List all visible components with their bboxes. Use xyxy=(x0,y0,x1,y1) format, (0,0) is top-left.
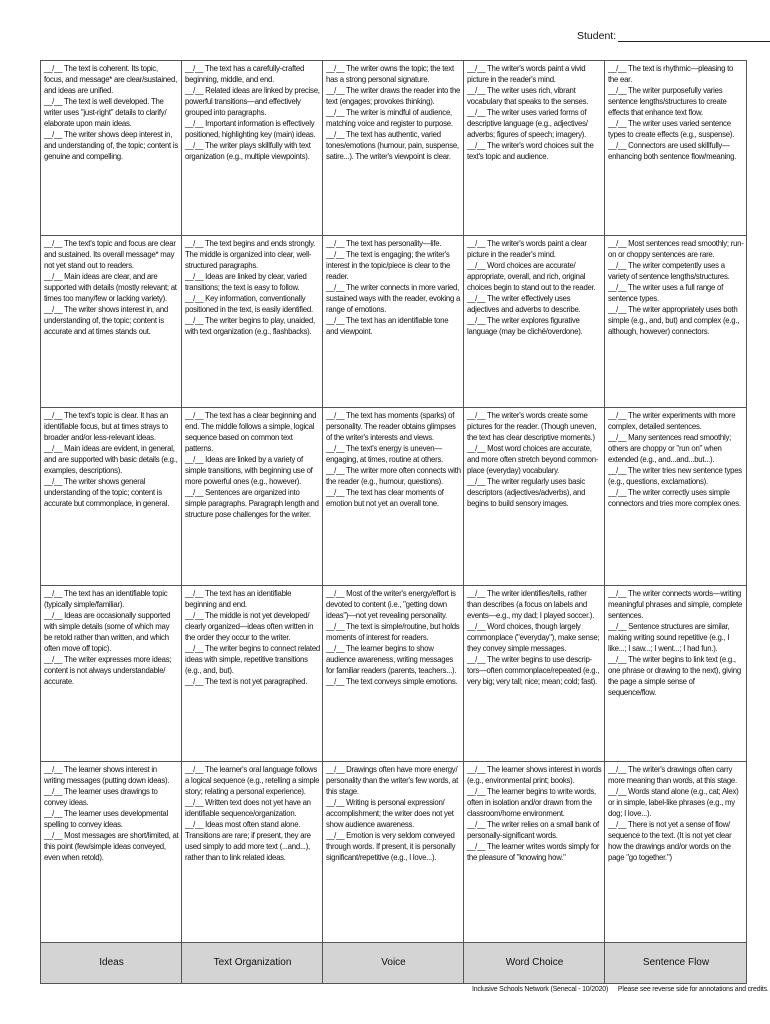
criterion-item: __/__ The writer purposefully varies sentence lengths/structures to create effects that enhance text flow. xyxy=(608,85,727,117)
rubric-level-row xyxy=(41,61,747,236)
criterion-item: __/__ Most sentences read smoothly; run-on or choppy sentences are rare. xyxy=(608,239,744,259)
criterion-item: __/__ The text conveys simple emotions. xyxy=(326,676,458,686)
footer-credit: Inclusive Schools Network (Senecal - 10/2020) xyxy=(472,986,609,993)
student-label: Student: xyxy=(577,30,617,42)
criterion-item: __/__ The writer expresses more ideas; content is not always understandable/ accurate. xyxy=(44,654,172,686)
criterion-item: __/__ The writer shows deep interest in, and understanding of, the topic; content is genuine and compelling. xyxy=(44,129,179,161)
rubric-cell-ideas xyxy=(41,586,182,762)
criterion-item: __/__ Drawings often have more energy/ personality than the writer's few words, at this stage. xyxy=(326,765,459,796)
criterion-item: __/__ The learner uses drawings to convey ideas. xyxy=(44,786,158,807)
criterion-item: __/__ The learner uses developmental spelling to convey ideas. xyxy=(44,808,168,829)
criterion-item: __/__ The writer uses varied forms of descriptive language (e.g., adjectives/ adverbs; figures of speech; imagery). xyxy=(467,107,588,139)
rubric-cell-ideas xyxy=(41,61,182,236)
criterion-item: __/__ The writer owns the topic; the text has a strong personal signature. xyxy=(326,64,454,84)
criterion-item: __/__ Ideas are linked by a variety of simple transitions, with beginning use of more powerful ones (e.g., however). xyxy=(185,454,313,486)
criterion-item: __/__ Key information, conventionally positioned in the text, is easily identified. xyxy=(185,293,313,314)
criterion-item: __/__ The writer's words create some pictures for the reader. (Though uneven, the text has clear descriptive moments.) xyxy=(467,411,597,442)
rubric-cell-ideas xyxy=(41,762,182,943)
criterion-item: __/__ The writer's drawings often carry more meaning than words, at this stage. xyxy=(608,765,737,785)
criterion-item: __/__ Ideas most often stand alone. Transitions are rare; if present, they are used simply to add more text (...and...), rather than to link related ideas. xyxy=(185,819,311,862)
rubric-cell-voice xyxy=(323,236,464,408)
criterion-item: __/__ Main ideas are clear, and are supported with details (mostly relevant; at times too many/few or lacking variety). xyxy=(44,271,177,303)
rubric-cell-word-choice xyxy=(464,408,605,586)
criterion-item: __/__ The writer correctly uses simple connectors and tries more complex ones. xyxy=(608,487,741,508)
rubric-level-row xyxy=(41,586,747,762)
criterion-item: __/__ The writer begins to link text (e.g., one phrase or drawing to the next), giving the page a simple sense of sequence/flow. xyxy=(608,654,741,697)
footer-note: Please see reverse side for annotations and credits. xyxy=(617,986,769,993)
criterion-item: __/__ Most messages are short/limited, at this point (few/simple ideas conveyed, even when retold). xyxy=(44,830,179,862)
criterion-item: __/__ Sentence structures are similar, making writing sound repetitive (e.g., I like...; I saw...; I went...; I had fun.). xyxy=(608,621,730,653)
criterion-item: __/__ The writer explores figurative language (may be cliché/overdone). xyxy=(467,315,583,336)
criterion-item: __/__ The writer's words paint a clear picture in the reader's mind. xyxy=(467,239,587,259)
criterion-item: __/__ The writer tries new sentence types (e.g., questions, exclamations). xyxy=(608,465,742,486)
rubric-cell-text-organization xyxy=(182,408,323,586)
criterion-item: __/__ Word choices are accurate/ appropriate, overall, and rich, original choices begin to stand out to the reader. xyxy=(467,260,596,292)
criterion-item: __/__ The writer plays skillfully with text organization (e.g., multiple viewpoints). xyxy=(185,140,311,161)
criterion-item: __/__ The writer begins to play, unaided, with text organization (e.g., flashbacks). xyxy=(185,315,315,336)
rubric-cell-sentence-flow xyxy=(605,762,747,943)
rubric-cell-word-choice xyxy=(464,236,605,408)
criterion-item: __/__ The writer's words paint a vivid picture in the reader's mind. xyxy=(467,64,586,84)
page-footer xyxy=(472,986,769,993)
rubric-cell-word-choice xyxy=(464,762,605,943)
writing-rubric-table xyxy=(40,60,747,984)
rubric-cell-text-organization xyxy=(182,586,323,762)
column-header-sentence-flow: Sentence Flow xyxy=(605,943,747,984)
criterion-item: __/__ The text's energy is uneven—engaging, at times, routine at others. xyxy=(326,443,444,464)
rubric-cell-word-choice xyxy=(464,586,605,762)
criterion-item: __/__ The writer begins to use descrip-tors—often commonplace/repeated (e.g., very big; very tall; nice; mean; cold; fast). xyxy=(467,654,600,686)
criterion-item: __/__ Related ideas are linked by precise, powerful transitions—and effectively grouped into paragraphs. xyxy=(185,85,320,117)
rubric-cell-text-organization xyxy=(182,762,323,943)
criterion-item: __/__ The text's topic and focus are clear and sustained. Its overall message* may not yet stand out to readers. xyxy=(44,239,176,270)
rubric-cell-sentence-flow xyxy=(605,61,747,236)
criterion-item: __/__ The text's topic is clear. It has an identifiable focus, but at times strays to broader and/or less-relevant ideas. xyxy=(44,411,168,442)
criterion-item: __/__ The text has a clear beginning and end. The middle follows a simple, logical sequence based on common text patterns. xyxy=(185,411,317,453)
column-header-voice: Voice xyxy=(323,943,464,984)
rubric-cell-sentence-flow xyxy=(605,586,747,762)
criterion-item: __/__ The writer identifies/tells, rather than describes (a focus on labels and events—e.g., my dad; I played soccer.). xyxy=(467,589,595,620)
rubric-level-row xyxy=(41,762,747,943)
rubric-level-row xyxy=(41,236,747,408)
criterion-item: __/__ The text is engaging; the writer's interest in the topic/piece is clear to the reader. xyxy=(326,249,451,281)
criterion-item: __/__ The text has clear moments of emotion but not yet an overall tone. xyxy=(326,487,444,508)
column-header-text-organization: Text Organization xyxy=(182,943,323,984)
criterion-item: __/__ The middle is not yet developed/ clearly organized—ideas often written in the order they occur to the writer. xyxy=(185,610,314,642)
criterion-item: __/__ The learner's oral language follows a logical sequence (e.g., retelling a simple story; relating a personal experience). xyxy=(185,765,320,796)
criterion-item: __/__ Sentences are organized into simple paragraphs. Paragraph length and structure pose challenges for the writer. xyxy=(185,487,319,519)
criterion-item: __/__ The text has personality—life. xyxy=(326,239,442,248)
criterion-item: __/__ Most word choices are accurate, and more often stretch beyond common-place (everyday) vocabulary. xyxy=(467,443,599,475)
criterion-item: __/__ Word choices, though largely commonplace ("everyday"), make sense; they convey simple messages. xyxy=(467,621,600,653)
criterion-item: __/__ The writer connects words—writing meaningful phrases and simple, complete sentences. xyxy=(608,589,743,620)
criterion-item: __/__ The text is rhythmic—pleasing to the ear. xyxy=(608,64,734,84)
criterion-item: __/__ The writer effectively uses adjectives and adverbs to describe. xyxy=(467,293,581,314)
criterion-item: __/__ Ideas are linked by clear, varied transitions; the text is easy to follow. xyxy=(185,271,307,292)
criterion-item: __/__ The text has an identifiable topic (typically simple/familiar). xyxy=(44,589,168,609)
criterion-item: __/__ Many sentences read smoothly; others are choppy or "run on" when extended (e.g., and...and...but...). xyxy=(608,432,732,464)
criterion-item: __/__ The learner begins to show audience awareness, writing messages for familiar readers (parents, teachers...). xyxy=(326,643,457,675)
criterion-item: __/__ The learner shows interest in writing messages (putting down ideas). xyxy=(44,765,170,785)
column-header-ideas: Ideas xyxy=(41,943,182,984)
criterion-item: __/__ Main ideas are evident, in general, and are supported with basic details (e.g., examples, descriptions). xyxy=(44,443,178,475)
criterion-item: __/__ Connectors are used skillfully—enhancing both sentence flow/meaning. xyxy=(608,140,737,161)
criterion-item: __/__ The learner shows interest in words (e.g., environmental print; books). xyxy=(467,765,602,785)
column-header-word-choice: Word Choice xyxy=(464,943,605,984)
criterion-item: __/__ The text has authentic, varied tones/emotions (humour, pain, suspense, satire...). The writer's viewpoint is clear. xyxy=(326,129,459,161)
column-header-row xyxy=(41,943,747,984)
criterion-item: __/__ The writer shows interest in, and understanding of, the topic; content is accurate and at times stands out. xyxy=(44,304,169,336)
criterion-item: __/__ The text is well developed. The writer uses "just-right" details to clarify/ elaborate upon main ideas. xyxy=(44,96,167,128)
rubric-cell-voice xyxy=(323,61,464,236)
criterion-item: __/__ Writing is personal expression/ accomplishment; the writer does not yet show audience awareness. xyxy=(326,797,454,829)
criterion-item: __/__ The learner writes words simply for the pleasure of "knowing how." xyxy=(467,841,600,862)
criterion-item: __/__ The text has moments (sparks) of personality. The reader obtains glimpses of the writer's interests and views. xyxy=(326,411,456,442)
criterion-item: __/__ The writer uses a full range of sentence types. xyxy=(608,282,723,303)
rubric-cell-voice xyxy=(323,408,464,586)
criterion-item: __/__ The writer begins to connect related ideas with simple, repetitive transitions (e.g., and, but). xyxy=(185,643,320,675)
criterion-item: __/__ The writer connects in more varied, sustained ways with the reader, evoking a range of emotions. xyxy=(326,282,461,314)
criterion-item: __/__ Emotion is very seldom conveyed through words. If present, it is personally significant/repetitive (e.g., I love...). xyxy=(326,830,456,862)
criterion-item: __/__ The text begins and ends strongly. The middle is organized into clear, well-structured paragraphs. xyxy=(185,239,316,270)
rubric-cell-text-organization xyxy=(182,236,323,408)
criterion-item: __/__ The writer uses rich, vibrant vocabulary that speaks to the senses. xyxy=(467,85,589,106)
rubric-cell-sentence-flow xyxy=(605,236,747,408)
criterion-item: __/__ Important information is effectively positioned, highlighting key (main) ideas. xyxy=(185,118,316,139)
rubric-cell-ideas xyxy=(41,408,182,586)
criterion-item: __/__ The writer more often connects with the reader (e.g., humour, questions). xyxy=(326,465,461,486)
criterion-item: __/__ The writer shows general understanding of the topic; content is accurate but commonplace, in general. xyxy=(44,476,170,508)
criterion-item: __/__ The text is not yet paragraphed. xyxy=(185,676,308,686)
criterion-item: __/__ The learner begins to write words, often in isolation and/or drawn from the classroom/home environment. xyxy=(467,786,596,818)
rubric-cell-text-organization xyxy=(182,61,323,236)
criterion-item: __/__ The writer experiments with more complex, detailed sentences. xyxy=(608,411,736,431)
rubric-cell-ideas xyxy=(41,236,182,408)
criterion-item: __/__ The writer appropriately uses both simple (e.g., and, but) and complex (e.g., although, however) connectors. xyxy=(608,304,740,336)
criterion-item: __/__ Words stand alone (e.g., cat; Alex) or in simple, label-like phrases (e.g., my dog; I love...). xyxy=(608,786,739,818)
criterion-item: __/__ The writer regularly uses basic descriptors (adjectives/adverbs), and begins to build sensory images. xyxy=(467,476,586,508)
criterion-item: __/__ The writer relies on a small bank of personally-significant words. xyxy=(467,819,599,840)
criterion-item: __/__ The text has an identifiable beginning and end. xyxy=(185,589,292,609)
criterion-item: __/__ The writer's word choices suit the text's topic and audience. xyxy=(467,140,594,161)
rubric-cell-voice xyxy=(323,586,464,762)
student-name-line[interactable] xyxy=(618,30,770,42)
rubric-cell-sentence-flow xyxy=(605,408,747,586)
criterion-item: __/__ The writer competently uses a variety of sentence lengths/structures. xyxy=(608,260,730,281)
criterion-item: __/__ Ideas are occasionally supported with simple details (some of which may be retold rather than written, and which often move off topic). xyxy=(44,610,171,653)
criterion-item: __/__ There is not yet a sense of flow/ sequence to the text. (It is not yet clear how the drawings and/or words on the page "go together.") xyxy=(608,819,732,862)
criterion-item: __/__ The writer is mindful of audience, matching voice and register to purpose. xyxy=(326,107,453,128)
rubric-cell-voice xyxy=(323,762,464,943)
criterion-item: __/__ Most of the writer's energy/effort is devoted to content (i.e., "getting down ideas")—not yet revealing personality. xyxy=(326,589,456,620)
criterion-item: __/__ The text has an identifiable tone and viewpoint. xyxy=(326,315,449,336)
rubric-cell-word-choice xyxy=(464,61,605,236)
criterion-item: __/__ The text is simple/routine, but holds moments of interest for readers. xyxy=(326,621,460,642)
criterion-item: __/__ The text is coherent. Its topic, focus, and message* are clear/sustained, and ideas are unified. xyxy=(44,64,178,95)
criterion-item: __/__ The text has a carefully-crafted beginning, middle, and end. xyxy=(185,64,305,84)
student-field xyxy=(577,30,770,42)
criterion-item: __/__ The writer draws the reader into the text (engages; provokes thinking). xyxy=(326,85,461,106)
rubric-level-row xyxy=(41,408,747,586)
criterion-item: __/__ Written text does not yet have an identifiable sequence/organization. xyxy=(185,797,311,818)
criterion-item: __/__ The writer uses varied sentence types to create effects (e.g., suspense). xyxy=(608,118,735,139)
